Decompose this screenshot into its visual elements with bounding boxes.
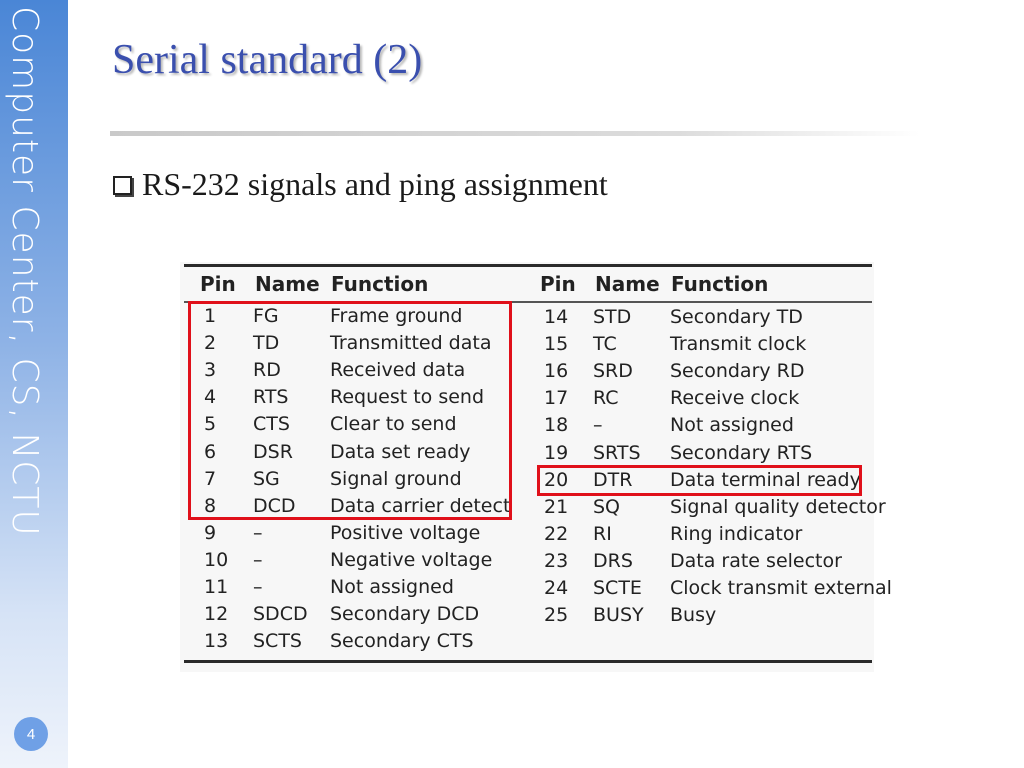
table-cell-right-pin: 23: [544, 549, 569, 572]
table-cell-right-pin: 19: [544, 441, 569, 464]
table-cell-left-name: DCD: [253, 494, 296, 517]
table-cell-left-pin: 7: [204, 467, 217, 490]
highlight-box-pins-1-8: [188, 301, 512, 520]
table-cell-right-name: SQ: [593, 495, 621, 518]
table-cell-left-name: SG: [253, 467, 280, 490]
table-cell-right-name: DRS: [593, 549, 633, 572]
bullet-item: [113, 166, 608, 203]
checkbox-bullet-icon: [113, 176, 132, 195]
table-cell-left-function: Positive voltage: [330, 521, 481, 544]
table-cell-right-name: SRD: [593, 360, 633, 383]
table-cell-left-pin: 3: [204, 359, 217, 382]
table-cell-right-name: RI: [593, 522, 612, 545]
table-cell-right-name: –: [593, 414, 603, 437]
table-cell-right-pin: 21: [544, 495, 569, 518]
table-cell-right-name: STD: [593, 306, 632, 328]
table-bottom-rule: [184, 660, 872, 663]
table-cell-left-pin: 1: [204, 305, 217, 327]
table-cell-left-function: Clear to send: [330, 413, 457, 436]
header-name-right: Name: [595, 272, 660, 296]
table-cell-left-pin: 13: [204, 630, 229, 653]
table-cell-left-function: Request to send: [330, 386, 485, 409]
table-cell-left-function: Data carrier detect: [330, 494, 511, 517]
table-cell-left-function: Not assigned: [330, 576, 454, 598]
table-cell-right-pin: 20: [544, 468, 569, 491]
table-cell-left-name: –: [253, 576, 263, 598]
sidebar-label: Computer Center, CS, NCTU: [4, 6, 45, 537]
table-cell-left-name: CTS: [253, 413, 290, 436]
table-cell-right-function: Data rate selector: [670, 549, 842, 572]
table-cell-right-name: BUSY: [593, 604, 644, 627]
table-cell-right-pin: 17: [544, 387, 569, 410]
table-cell-left-pin: 2: [204, 332, 217, 355]
header-function-right: Function: [671, 272, 769, 296]
table-cell-left-name: SDCD: [253, 603, 308, 626]
header-name-left: Name: [255, 272, 320, 296]
header-pin-right: Pin: [540, 272, 576, 296]
table-cell-left-pin: 12: [204, 603, 229, 626]
table-cell-left-function: Secondary DCD: [330, 603, 480, 626]
table-cell-right-pin: 22: [544, 522, 569, 545]
table-cell-left-name: –: [253, 548, 263, 571]
table-cell-left-function: Received data: [330, 359, 466, 382]
table-cell-left-function: Secondary CTS: [330, 630, 474, 653]
table-cell-right-function: Secondary RD: [670, 360, 805, 383]
table-cell-right-pin: 25: [544, 604, 569, 627]
table-cell-left-function: Frame ground: [330, 305, 463, 327]
table-cell-right-name: SCTE: [593, 577, 642, 599]
table-cell-right-function: Secondary TD: [670, 306, 803, 328]
table-cell-left-function: Signal ground: [330, 467, 462, 490]
table-cell-left-function: Transmitted data: [330, 332, 492, 355]
table-cell-left-name: RD: [253, 359, 281, 382]
table-cell-left-function: Negative voltage: [330, 548, 493, 571]
table-cell-left-pin: 5: [204, 413, 217, 436]
table-cell-right-pin: 24: [544, 577, 569, 599]
highlight-box-pin-20: [537, 465, 862, 496]
table-cell-left-name: TD: [253, 332, 280, 355]
table-cell-left-pin: 6: [204, 440, 217, 463]
table-cell-left-pin: 11: [204, 576, 229, 598]
table-cell-right-function: Not assigned: [670, 414, 794, 437]
table-cell-right-function: Data terminal ready: [670, 468, 861, 491]
table-cell-right-function: Signal quality detector: [670, 495, 886, 518]
table-cell-right-name: TC: [593, 333, 617, 356]
pin-assignment-table: [180, 262, 892, 672]
table-cell-left-name: DSR: [253, 440, 293, 463]
table-top-rule: [184, 264, 872, 267]
bullet-text: RS-232 signals and ping assignment: [142, 166, 608, 202]
sidebar: [0, 0, 68, 768]
table-cell-left-pin: 4: [204, 386, 217, 409]
table-cell-left-pin: 10: [204, 548, 229, 571]
header-function-left: Function: [331, 272, 429, 296]
table-cell-right-pin: 16: [544, 360, 569, 383]
table-cell-right-function: Receive clock: [670, 387, 800, 410]
slide-title: Serial standard (2): [112, 37, 423, 83]
table-cell-left-pin: 9: [204, 521, 217, 544]
header-pin-left: Pin: [200, 272, 236, 296]
page-number-badge: 4: [14, 717, 48, 751]
table-cell-left-name: FG: [253, 305, 279, 327]
table-cell-left-function: Data set ready: [330, 440, 471, 463]
table-cell-left-name: –: [253, 521, 263, 544]
table-cell-right-pin: 14: [544, 306, 569, 328]
title-divider: [110, 131, 920, 136]
table-cell-right-function: Ring indicator: [670, 522, 803, 545]
table-cell-right-function: Busy: [670, 604, 717, 627]
table-cell-right-function: Transmit clock: [670, 333, 807, 356]
table-cell-right-function: Secondary RTS: [670, 441, 813, 464]
table-cell-right-name: DTR: [593, 468, 633, 491]
table-cell-left-name: SCTS: [253, 630, 302, 653]
table-cell-right-function: Clock transmit external: [670, 577, 892, 599]
table-cell-right-pin: 15: [544, 333, 569, 356]
table-cell-left-name: RTS: [253, 386, 289, 409]
table-cell-right-name: RC: [593, 387, 619, 410]
table-cell-right-name: SRTS: [593, 441, 641, 464]
table-cell-right-pin: 18: [544, 414, 569, 437]
table-cell-left-pin: 8: [204, 494, 217, 517]
